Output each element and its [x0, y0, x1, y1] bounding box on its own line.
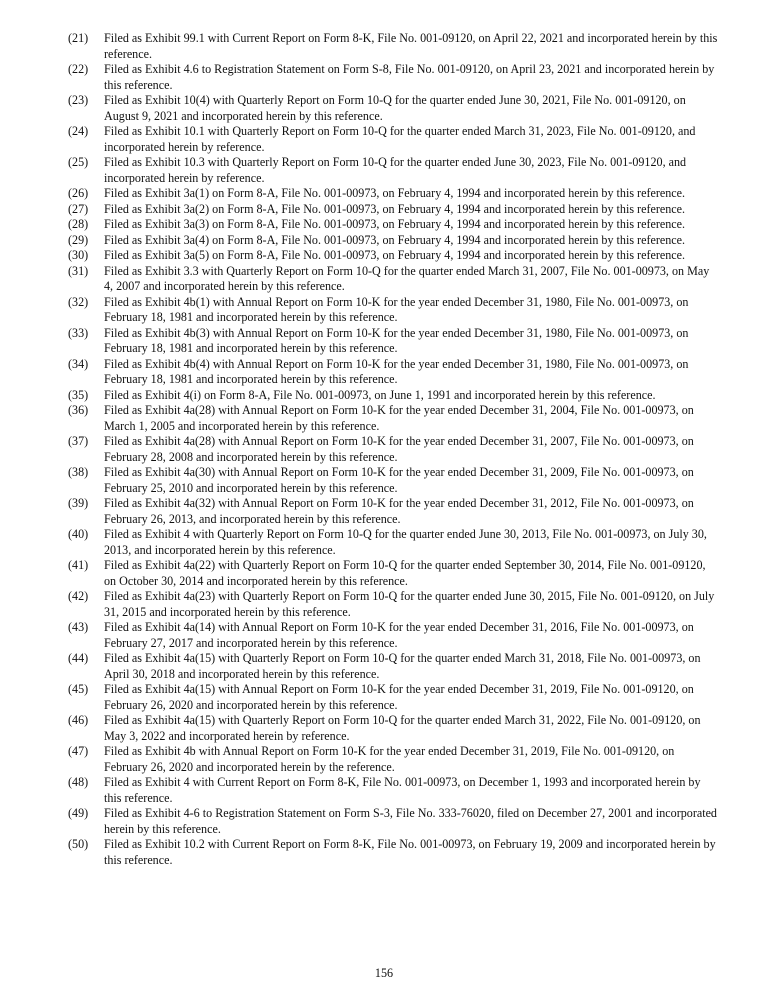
footnote-text: Filed as Exhibit 10.1 with Quarterly Report on Form 10-Q for the quarter ended March 31, 2023, File No. 001-09120, and incorporated herein by reference.: [104, 124, 696, 154]
footnote-item: [68, 620, 718, 651]
footnote-number: (41): [68, 558, 89, 572]
footnote-text: Filed as Exhibit 4a(22) with Quarterly Report on Form 10-Q for the quarter ended September 30, 2014, File No. 001-09120, on October 30, 2014 and incorporated herein by this reference.: [104, 558, 706, 588]
footnote-number: (32): [68, 294, 89, 309]
footnote-number: (46): [68, 713, 89, 727]
footnote-item: [68, 202, 718, 218]
footnote-item: [68, 93, 718, 124]
footnote-item: [68, 31, 718, 62]
footnote-number: (27): [68, 201, 89, 216]
footnote-text: Filed as Exhibit 3a(4) on Form 8-A, File No. 001-00973, on February 4, 1994 and incorporated herein by this reference.: [104, 232, 686, 247]
footnote-text: Filed as Exhibit 4a(32) with Annual Report on Form 10-K for the year ended December 31, 2012, File No. 001-00973, on February 26, 2013, and incorporated herein by this reference.: [104, 496, 694, 526]
footnote-number: (21): [68, 31, 89, 45]
footnote-item: [68, 295, 718, 326]
footnote-item: [68, 264, 718, 295]
footnote-number: (44): [68, 651, 89, 665]
footnote-number: (28): [68, 217, 89, 231]
footnote-item: [68, 744, 718, 775]
footnote-item: [68, 62, 718, 93]
footnote-number: (38): [68, 465, 89, 479]
footnote-text: Filed as Exhibit 4a(15) with Quarterly Report on Form 10-Q for the quarter ended March 31, 2018, File No. 001-00973, on April 30, 2018 and incorporated herein by this reference.: [104, 651, 701, 681]
footnote-item: [68, 527, 718, 558]
footnote-text: Filed as Exhibit 3a(3) on Form 8-A, File No. 001-00973, on February 4, 1994 and incorporated herein by this reference.: [104, 217, 686, 231]
footnote-number: (34): [68, 356, 89, 371]
footnote-number: (22): [68, 62, 89, 76]
footnote-item: [68, 589, 718, 620]
footnote-number: (36): [68, 403, 89, 417]
footnote-text: Filed as Exhibit 4-6 to Registration Statement on Form S-3, File No. 333-76020, filed on December 27, 2001 and incorporated herein by this reference.: [104, 806, 717, 836]
footnote-list: [68, 31, 718, 868]
footnote-item: [68, 326, 718, 357]
footnote-number: (29): [68, 232, 89, 247]
footnote-item: [68, 403, 718, 434]
footnote-text: Filed as Exhibit 4a(14) with Annual Report on Form 10-K for the year ended December 31, 2016, File No. 001-00973, on February 27, 2017 and incorporated herein by this reference.: [104, 620, 694, 650]
footnote-number: (25): [68, 155, 89, 169]
footnote-item: [68, 775, 718, 806]
footnote-text: Filed as Exhibit 4a(28) with Annual Report on Form 10-K for the year ended December 31, 2007, File No. 001-00973, on February 28, 2008 and incorporated herein by this reference.: [104, 434, 694, 464]
footnote-item: [68, 558, 718, 589]
footnote-item: [68, 434, 718, 465]
footnote-number: (26): [68, 186, 89, 200]
footnote-text: Filed as Exhibit 4b with Annual Report on Form 10-K for the year ended December 31, 2019, File No. 001-09120, on February 26, 2020 and incorporated herein by the reference.: [104, 744, 675, 774]
footnote-item: [68, 357, 718, 388]
footnote-number: (49): [68, 806, 89, 820]
footnote-number: (45): [68, 682, 89, 696]
footnote-text: Filed as Exhibit 4a(30) with Annual Report on Form 10-K for the year ended December 31, 2009, File No. 001-00973, on February 25, 2010 and incorporated herein by this reference.: [104, 465, 694, 495]
footnote-item: [68, 806, 718, 837]
footnote-number: (50): [68, 837, 89, 851]
page-number: 156: [374, 966, 394, 980]
footnote-item: [68, 682, 718, 713]
footnote-text: Filed as Exhibit 10.3 with Quarterly Report on Form 10-Q for the quarter ended June 30, 2023, File No. 001-09120, and incorporated herein by reference.: [104, 155, 687, 185]
footnote-number: (48): [68, 775, 89, 789]
footnote-text: Filed as Exhibit 3a(2) on Form 8-A, File No. 001-00973, on February 4, 1994 and incorporated herein by this reference.: [104, 201, 686, 216]
footnote-number: (23): [68, 93, 89, 107]
footnote-number: (42): [68, 589, 89, 603]
footnote-item: [68, 155, 718, 186]
footnote-item: [68, 233, 718, 249]
footnote-text: Filed as Exhibit 10(4) with Quarterly Report on Form 10-Q for the quarter ended June 30, 2021, File No. 001-09120, on August 9, 2021 and incorporated herein by this reference.: [104, 93, 686, 123]
footnote-text: Filed as Exhibit 4a(15) with Annual Report on Form 10-K for the year ended December 31, 2019, File No. 001-09120, on February 26, 2020 and incorporated herein by this reference.: [104, 682, 694, 712]
footnote-item: [68, 837, 718, 868]
footnote-text: Filed as Exhibit 4a(15) with Quarterly Report on Form 10-Q for the quarter ended March 31, 2022, File No. 001-09120, on May 3, 2022 and incorporated herein by reference.: [104, 713, 701, 743]
footnote-text: Filed as Exhibit 4a(28) with Annual Report on Form 10-K for the year ended December 31, 2004, File No. 001-00973, on March 1, 2005 and incorporated herein by this reference.: [104, 403, 694, 433]
footnote-item: [68, 496, 718, 527]
footnote-item: [68, 248, 718, 264]
footnote-item: [68, 388, 718, 404]
footnote-number: (39): [68, 496, 89, 510]
footnote-item: [68, 465, 718, 496]
footnote-item: [68, 217, 718, 233]
footnote-number: (30): [68, 248, 89, 262]
footnote-text: Filed as Exhibit 3a(5) on Form 8-A, File No. 001-00973, on February 4, 1994 and incorporated herein by this reference.: [104, 248, 686, 262]
footnote-text: Filed as Exhibit 99.1 with Current Report on Form 8-K, File No. 001-09120, on April 22, 2021 and incorporated herein by this reference.: [104, 31, 718, 61]
footnote-text: Filed as Exhibit 4(i) on Form 8-A, File No. 001-00973, on June 1, 1991 and incorporated herein by this reference.: [104, 387, 656, 402]
footnote-number: (35): [68, 387, 89, 402]
footnote-item: [68, 124, 718, 155]
footnote-number: (24): [68, 124, 89, 138]
footnote-text: Filed as Exhibit 10.2 with Current Report on Form 8-K, File No. 001-00973, on February 19, 2009 and incorporated herein by this reference.: [104, 837, 716, 867]
footnote-text: Filed as Exhibit 4b(4) with Annual Report on Form 10-K for the year ended December 31, 1980, File No. 001-00973, on February 18, 1981 and incorporated herein by this reference.: [104, 356, 689, 386]
footnote-text: Filed as Exhibit 3a(1) on Form 8-A, File No. 001-00973, on February 4, 1994 and incorporated herein by this reference.: [104, 186, 686, 200]
footnote-number: (31): [68, 263, 89, 278]
footnote-text: Filed as Exhibit 4 with Current Report on Form 8-K, File No. 001-00973, on December 1, 1993 and incorporated herein by this reference.: [104, 775, 701, 805]
footnote-number: (47): [68, 744, 89, 758]
footnote-text: Filed as Exhibit 4 with Quarterly Report on Form 10-Q for the quarter ended June 30, 2013, File No. 001-00973, on July 30, 2013, and incorporated herein by this reference.: [104, 527, 707, 557]
footnote-text: Filed as Exhibit 4b(3) with Annual Report on Form 10-K for the year ended December 31, 1980, File No. 001-00973, on February 18, 1981 and incorporated herein by this reference.: [104, 325, 689, 355]
footnote-text: Filed as Exhibit 4a(23) with Quarterly Report on Form 10-Q for the quarter ended June 30, 2015, File No. 001-09120, on July 31, 2015 and incorporated herein by this reference.: [104, 589, 715, 619]
footnote-number: (40): [68, 527, 89, 541]
footnote-number: (43): [68, 620, 89, 634]
footnote-text: Filed as Exhibit 3.3 with Quarterly Report on Form 10-Q for the quarter ended March 31, 2007, File No. 001-00973, on May 4, 2007 and incorporated herein by this reference.: [104, 263, 710, 293]
footnote-number: (37): [68, 434, 89, 448]
footnote-text: Filed as Exhibit 4.6 to Registration Statement on Form S-8, File No. 001-09120, on April 23, 2021 and incorporated herein by this reference.: [104, 62, 715, 92]
footnote-item: [68, 186, 718, 202]
footnote-number: (33): [68, 325, 89, 340]
footnote-item: [68, 651, 718, 682]
footnote-item: [68, 713, 718, 744]
footnote-text: Filed as Exhibit 4b(1) with Annual Report on Form 10-K for the year ended December 31, 1980, File No. 001-00973, on February 18, 1981 and incorporated herein by this reference.: [104, 294, 689, 324]
